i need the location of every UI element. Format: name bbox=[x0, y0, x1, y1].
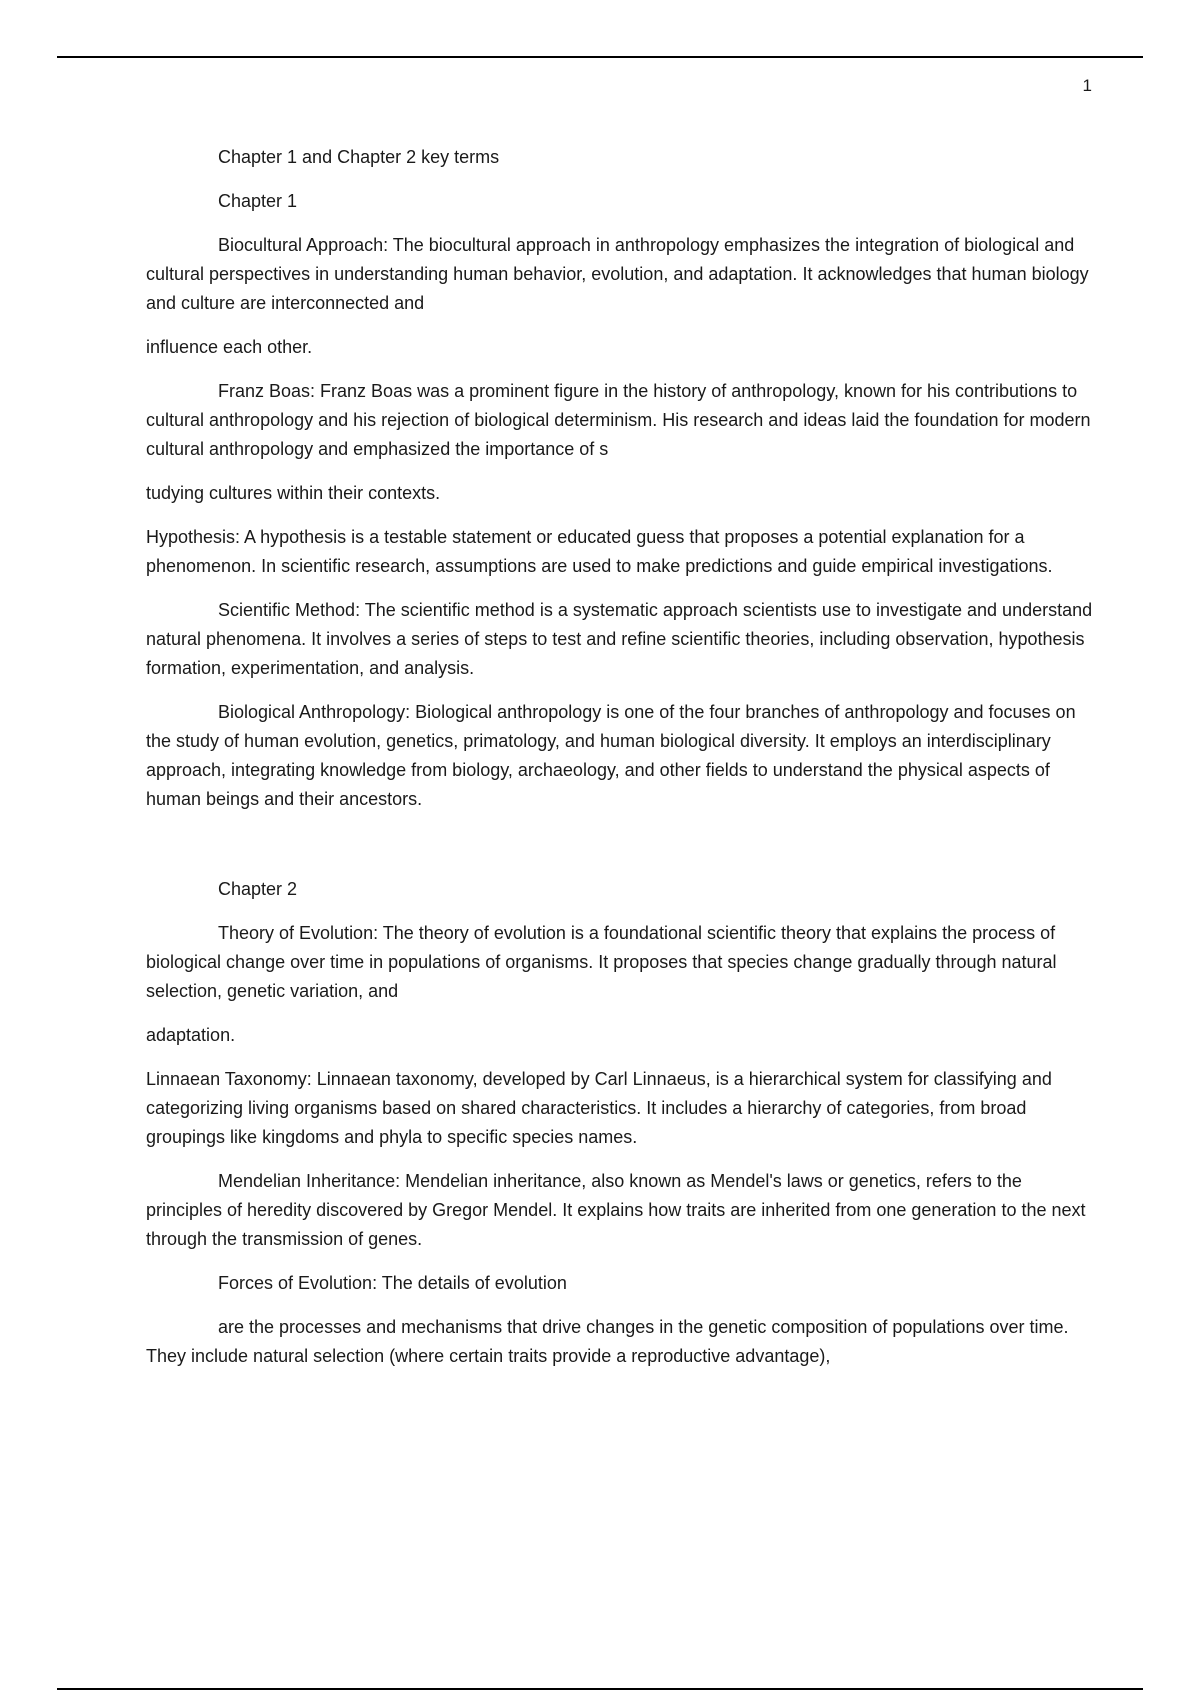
term-franz-boas-continued: tudying cultures within their contexts. bbox=[146, 483, 441, 503]
term-scientific-method: Scientific Method: The scientific method is a systematic approach scientists use to investigate and understand natural phenomena. It involves a series of steps to test and refine scientific theories, including observation, hypothesis formation, experimentation, and analysis. bbox=[146, 600, 1093, 678]
term-linnaean-taxonomy: Linnaean Taxonomy: Linnaean taxonomy, developed by Carl Linnaeus, is a hierarchical system for classifying and categorizing living organisms based on shared characteristics. It includes a hierarchy of categories, from broad groupings like kingdoms and phyla to specific species names. bbox=[146, 1069, 1052, 1147]
document-body bbox=[146, 143, 1094, 1386]
term-biocultural-approach: Biocultural Approach: The biocultural approach in anthropology emphasizes the integration of biological and cultural perspectives in understanding human behavior, evolution, and adaptation. It acknowledges that human biology and culture are interconnected and bbox=[146, 235, 1089, 313]
footer-rule bbox=[57, 1688, 1143, 1690]
term-forces-of-evolution: Forces of Evolution: The details of evolution bbox=[218, 1273, 567, 1293]
term-theory-of-evolution: Theory of Evolution: The theory of evolution is a foundational scientific theory that explains the process of biological change over time in populations of organisms. It proposes that species change gradually through natural selection, genetic variation, and bbox=[146, 923, 1057, 1001]
term-biological-anthropology: Biological Anthropology: Biological anthropology is one of the four branches of anthropology and focuses on the study of human evolution, genetics, primatology, and human biological diversity. It employs an interdisciplinary approach, integrating knowledge from biology, archaeology, and other fields to understand the physical aspects of human beings and their ancestors. bbox=[146, 702, 1076, 809]
page-number: 1 bbox=[1082, 76, 1092, 95]
section-spacer bbox=[146, 829, 1094, 875]
header-rule bbox=[57, 56, 1143, 58]
document-title: Chapter 1 and Chapter 2 key terms bbox=[218, 147, 500, 167]
chapter-2-heading: Chapter 2 bbox=[218, 879, 298, 899]
term-mendelian-inheritance: Mendelian Inheritance: Mendelian inheritance, also known as Mendel's laws or genetics, refers to the principles of heredity discovered by Gregor Mendel. It explains how traits are inherited from one generation to the next through the transmission of genes. bbox=[146, 1171, 1086, 1249]
term-hypothesis: Hypothesis: A hypothesis is a testable statement or educated guess that proposes a potential explanation for a phenomenon. In scientific research, assumptions are used to make predictions and guide empirical investigations. bbox=[146, 527, 1053, 576]
term-theory-of-evolution-continued: adaptation. bbox=[146, 1025, 236, 1045]
term-biocultural-approach-continued: influence each other. bbox=[146, 337, 313, 357]
term-forces-of-evolution-continued: are the processes and mechanisms that drive changes in the genetic composition of populations over time. They include natural selection (where certain traits provide a reproductive advantage), bbox=[146, 1317, 1069, 1366]
chapter-1-heading: Chapter 1 bbox=[218, 191, 298, 211]
term-franz-boas: Franz Boas: Franz Boas was a prominent figure in the history of anthropology, known for his contributions to cultural anthropology and his rejection of biological determinism. His research and ideas laid the foundation for modern cultural anthropology and emphasized the importance of s bbox=[146, 381, 1091, 459]
